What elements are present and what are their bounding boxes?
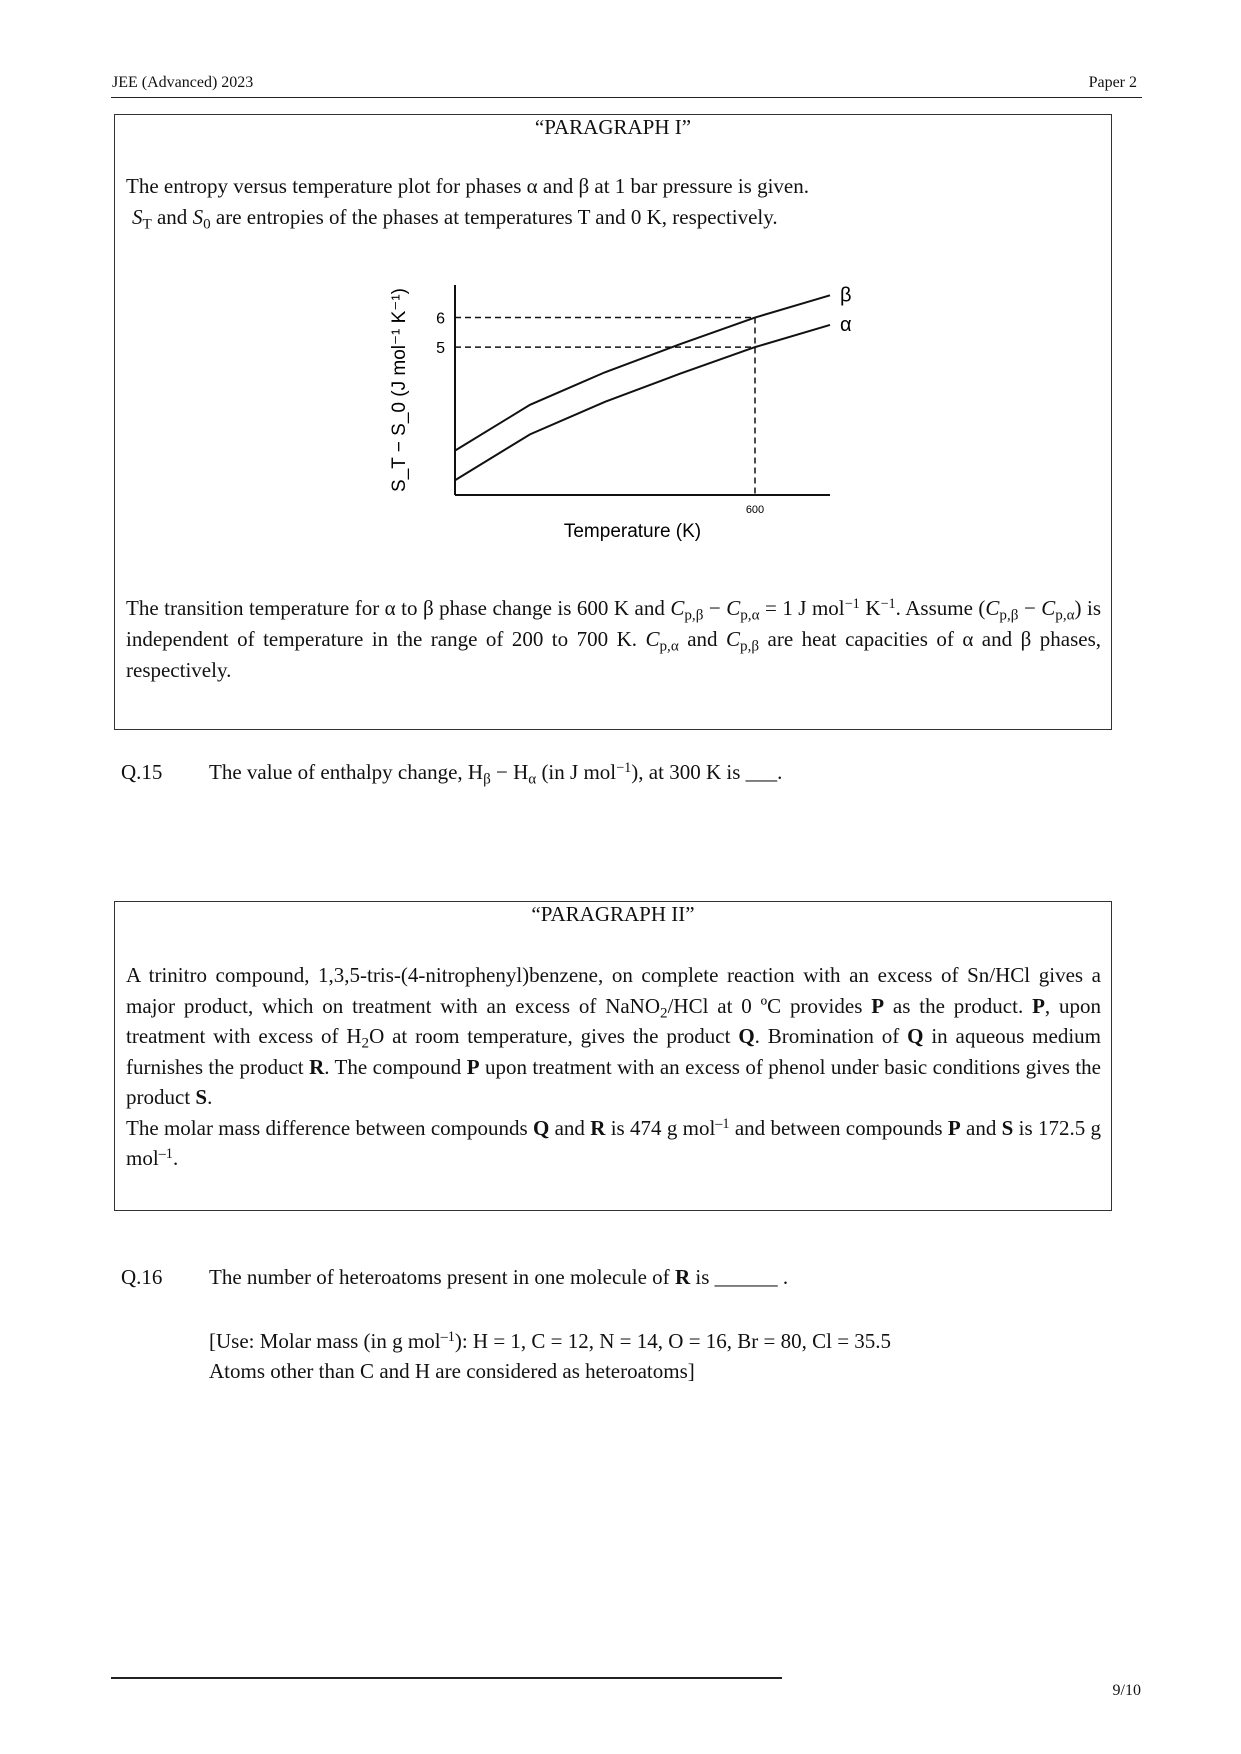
page-number: 9/10 [1112,1682,1141,1699]
question-15-number: Q.15 [121,760,163,784]
intro-line-2: $S_T$ and $S_0$ are entropies of the phases at temperatures T and 0 K, respectively. [132,205,778,233]
series-line-β [455,295,830,450]
paragraph-1-body: The transition temperature for α to β phase change is 600 K and $C_{p,\beta} - C_{p,\alpha} = 1$ J mol$^{-1}$ $K^{-1}$. Assume $(C_{p,\beta} - C_{p,\alpha})$ is independent of temperature in the range of 200 to 700 K. $C_{p,\alpha}$ and $C_{p,\beta}$ are heat capacities of α and β phases, respectively. [126,595,1102,682]
x-axis-label: Temperature (K) [563,521,702,542]
question-15-text: The value of enthalpy change, $H_\beta - H_\alpha$ (in J mol$^{-1}$), at 300 K is ___. [209,759,783,788]
x-tick-label-600: 600 [745,504,765,516]
y-tick-label-6: 6 [436,310,445,328]
question-16-text: The number of heteroatoms present in one molecule of R is ______ . [209,1265,789,1289]
paragraph-1-title: “PARAGRAPH I” [534,115,692,139]
exam-title: JEE (Advanced) 2023 [112,74,254,91]
paragraph-2-body: A trinitro compound, 1,3,5-tris-(4-nitrophenyl)benzene, on complete reaction with an excess of Sn/HCl gives a major product, which on treatment with an excess of NaNO$_2$/HCl at 0 ºC provides P as the product. P, upon treatment with excess of $H_2O$ at room temperature, gives the product Q. Bromination of Q in aqueous medium furnishes the product R. The compound P upon treatment with an excess of phenol under basic conditions gives the product S. The molar mass difference between compounds Q and R is 474 g mol$^{-1}$ and between compounds P and S is 172.5 g mol$^{-1}$. [126,963,1102,1170]
paragraph-2-title: “PARAGRAPH II” [531,902,695,926]
y-axis-label: S_T − S_0 (J mol⁻¹ K⁻¹) [389,288,410,492]
question-16-use-line-2: Atoms other than C and H are considered as heteroatoms] [209,1359,695,1383]
paragraph-1-intro [126,171,1101,233]
question-16-use-line-1: [Use: Molar mass (in g mol$^{-1}$): H = 1, C = 12, N = 14, O = 16, Br = 80, Cl = 35.5 [209,1328,892,1353]
series-line-α [455,325,830,480]
footer-rule [111,1677,782,1679]
series-label-α: α [840,313,852,336]
paper-label: Paper 2 [1088,74,1137,91]
question-16-number: Q.16 [121,1265,163,1289]
y-tick-label-5: 5 [436,340,445,358]
series-label-β: β [840,284,852,307]
header-rule [111,97,1142,98]
paragraph-1-box [114,114,1112,730]
paragraph-2-box [114,901,1112,1211]
intro-line-1: The entropy versus temperature plot for phases α and β at 1 bar pressure is given. [126,174,809,198]
entropy-temperature-chart [365,275,852,542]
